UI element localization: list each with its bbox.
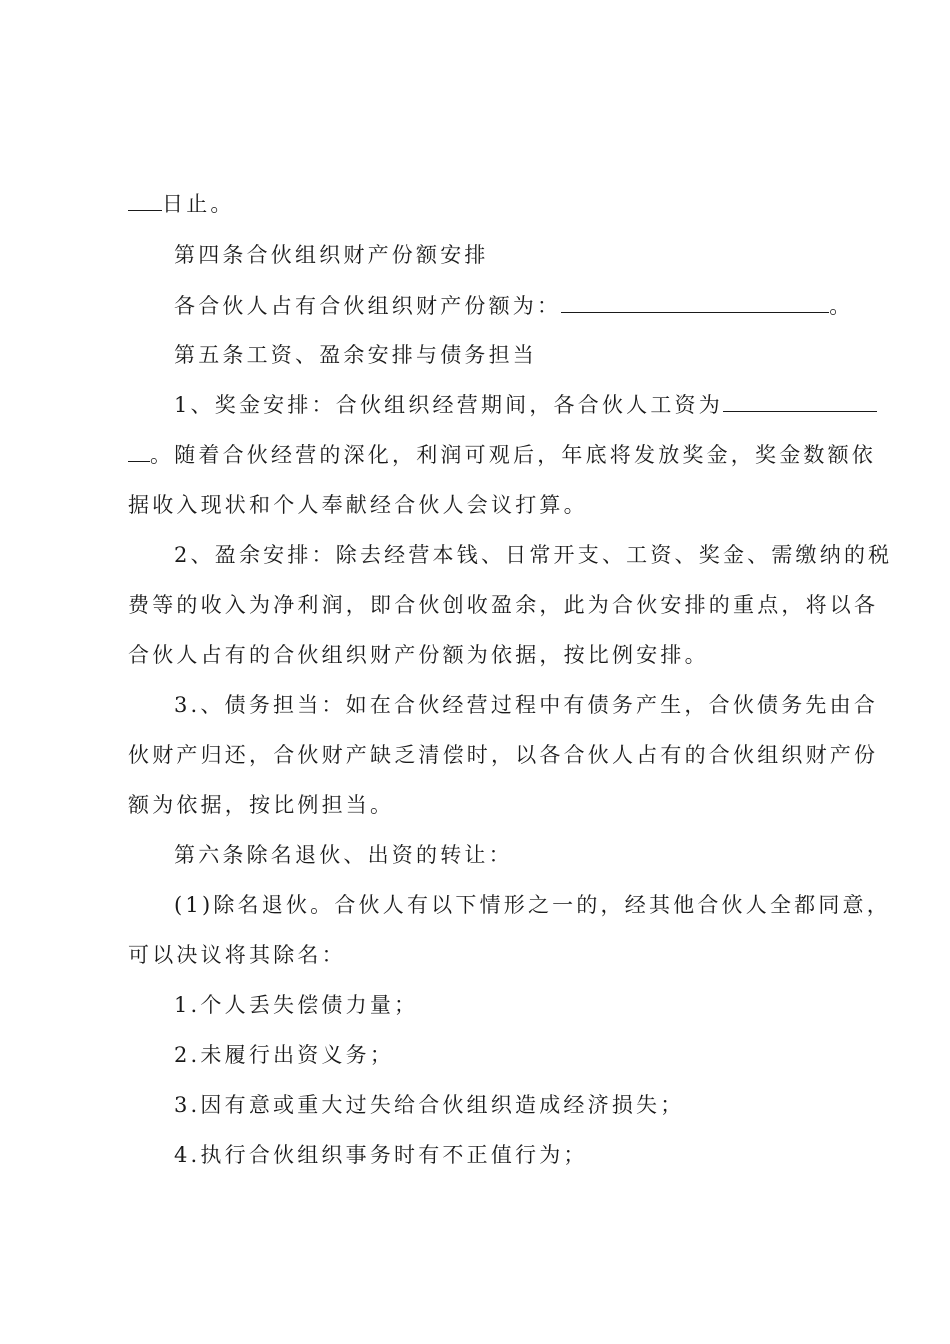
text-line-1	[128, 190, 838, 218]
text-line-5	[174, 391, 838, 419]
text-line-9: 费等的收入为净利润，即合伙创收盈余，此为合伙安排的重点，将以各	[128, 593, 879, 617]
text-line-10: 合伙人占有的合伙组织财产份额为依据，按比例安排。	[128, 643, 709, 667]
blank-field	[723, 391, 877, 412]
blank-field	[128, 190, 162, 211]
text-segment: 1、奖金安排：合伙组织经营期间，各合伙人工资为	[174, 393, 723, 417]
blank-field	[128, 441, 150, 462]
text-segment: 各合伙人占有合伙组织财产份额为：	[174, 294, 562, 318]
list-item-3: 3.因有意或重大过失给合伙组织造成经济损失；	[174, 1093, 685, 1117]
text-line-11: 3.、债务担当：如在合伙经营过程中有债务产生，合伙债务先由合	[174, 693, 879, 717]
section-heading-4: 第四条合伙组织财产份额安排	[174, 243, 489, 267]
text-line-6	[128, 441, 876, 469]
list-item-4: 4.执行合伙组织事务时有不正值行为；	[174, 1143, 588, 1167]
text-line-13: 额为依据，按比例担当。	[128, 793, 395, 817]
text-segment: 。	[829, 294, 854, 318]
blank-field	[561, 292, 829, 313]
list-item-2: 2.未履行出资义务；	[174, 1043, 395, 1067]
list-item-1: 1.个人丢失偿债力量；	[174, 993, 419, 1017]
section-heading-6: 第六条除名退伙、出资的转让：	[174, 843, 513, 867]
text-line-8: 2、盈余安排：除去经营本钱、日常开支、工资、奖金、需缴纳的税	[174, 543, 893, 567]
text-line-15: (1)除名退伙。合伙人有以下情形之一的，经其他合伙人全都同意，	[174, 893, 891, 917]
text-line-12: 伙财产归还，合伙财产缺乏清偿时，以各合伙人占有的合伙组织财产份	[128, 743, 879, 767]
section-heading-5: 第五条工资、盈余安排与债务担当	[174, 343, 537, 367]
text-line-3	[174, 292, 854, 320]
text-line-16: 可以决议将其除名：	[128, 943, 346, 967]
text-line-7: 据收入现状和个人奉献经合伙人会议打算。	[128, 493, 588, 517]
text-segment: 。随着合伙经营的深化，利润可观后，年底将发放奖金，奖金数额依	[150, 443, 876, 467]
text-segment: 日止。	[162, 192, 235, 216]
